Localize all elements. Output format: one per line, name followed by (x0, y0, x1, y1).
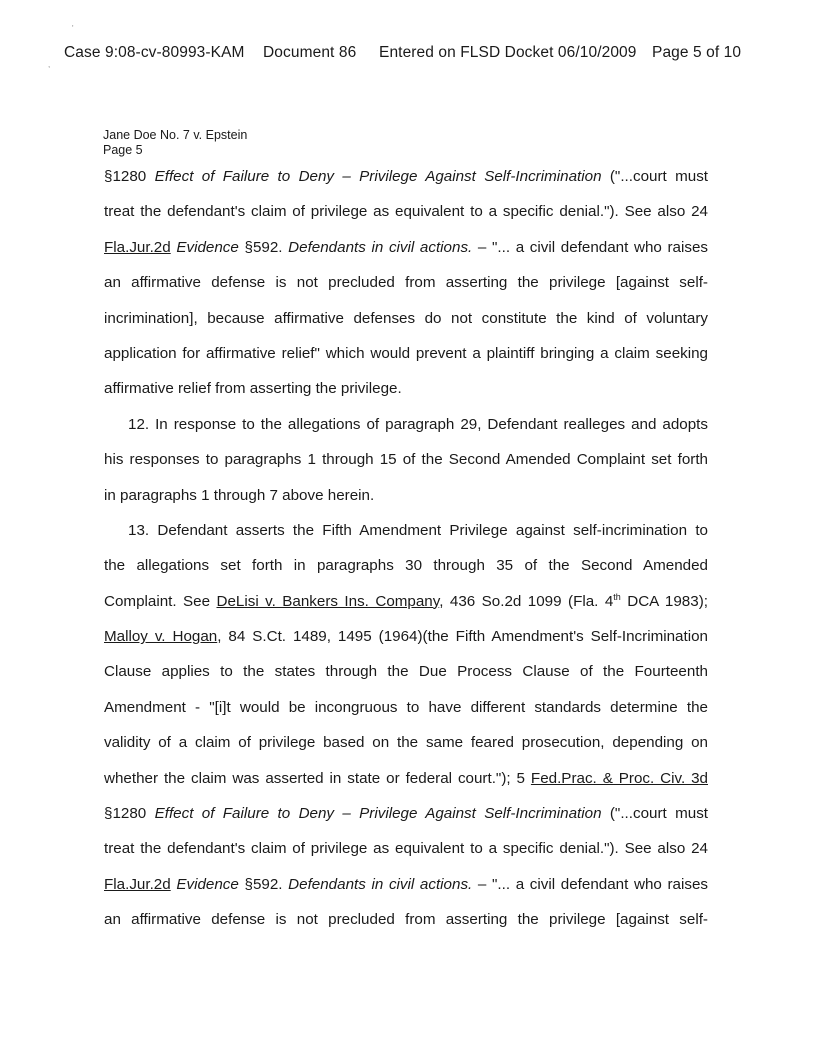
text-line: affirmative relief from asserting the privilege. (104, 380, 402, 398)
text-line: his responses to paragraphs 1 through 15 of the Second Amended Complaint set forth (104, 451, 708, 469)
citation: Fla.Jur.2d (104, 875, 171, 893)
text-line: in paragraphs 1 through 7 above herein. (104, 486, 375, 504)
text-line: Amendment - "[i]t would be incongruous to have different standards determine the (104, 698, 708, 716)
text-line: an affirmative defense is not precluded from asserting the privilege [against self- (104, 274, 708, 292)
text-line: §1280 Effect of Failure to Deny – Privilege Against Self-Incrimination ("...court must (104, 805, 709, 823)
citation: DeLisi v. Bankers Ins. Company (216, 592, 440, 610)
text-line: Complaint. See DeLisi v. Bankers Ins. Company, 436 So.2d 1099 (Fla. 4th DCA 1983); (104, 591, 708, 610)
text-line: application for affirmative relief" which would prevent a plaintiff bringing a claim seeking (104, 344, 708, 362)
case-number: Case 9:08-cv-80993-KAM (64, 44, 245, 61)
text-line: an affirmative defense is not precluded from asserting the privilege [against self- (104, 911, 708, 929)
case-caption (103, 128, 247, 158)
text-line: §1280 Effect of Failure to Deny – Privilege Against Self-Incrimination ("...court must (104, 168, 709, 185)
text-line: the allegations set forth in paragraphs 30 through 35 of the Second Amended (104, 557, 708, 575)
scan-mark: , (48, 60, 51, 69)
paragraph-13-start: 13. Defendant asserts the Fifth Amendment Privilege against self-incrimination to (128, 521, 708, 539)
docket-header (64, 44, 764, 66)
scan-mark: ' (72, 24, 74, 33)
paragraph-12-start: 12. In response to the allegations of paragraph 29, Defendant realleges and adopts (128, 415, 708, 433)
caption-title: Jane Doe No. 7 v. Epstein (103, 128, 248, 142)
citation: Fla.Jur.2d (104, 238, 171, 256)
docket-entry-date: Entered on FLSD Docket 06/10/2009 (379, 44, 637, 61)
text-line: Fla.Jur.2d Evidence §592. Defendants in civil actions. – "... a civil defendant who raises (104, 875, 708, 893)
text-line: validity of a claim of privilege based on the same feared prosecution, depending on (104, 734, 708, 752)
text-line: Fla.Jur.2d Evidence §592. Defendants in civil actions. – "... a civil defendant who raises (104, 238, 708, 256)
text-line: treat the defendant's claim of privilege as equivalent to a specific denial."). See also 24 (104, 203, 708, 221)
text-line: treat the defendant's claim of privilege as equivalent to a specific denial."). See also 24 (104, 840, 708, 858)
text-line: whether the claim was asserted in state or federal court."); 5 Fed.Prac. & Proc. Civ. 3d (104, 769, 708, 787)
document-number: Document 86 (263, 44, 357, 61)
caption-page: Page 5 (103, 143, 143, 157)
text-line: Clause applies to the states through the Due Process Clause of the Fourteenth (104, 663, 708, 681)
document-body (104, 165, 708, 944)
citation: Fed.Prac. & Proc. Civ. 3d (530, 769, 708, 787)
text-line: incrimination], because affirmative defenses do not constitute the kind of voluntary (104, 309, 708, 327)
page-count: Page 5 of 10 (652, 44, 742, 61)
text-line: Malloy v. Hogan, 84 S.Ct. 1489, 1495 (1964)(the Fifth Amendment's Self-Incrimination (104, 628, 708, 646)
citation: Malloy v. Hogan (104, 628, 218, 646)
